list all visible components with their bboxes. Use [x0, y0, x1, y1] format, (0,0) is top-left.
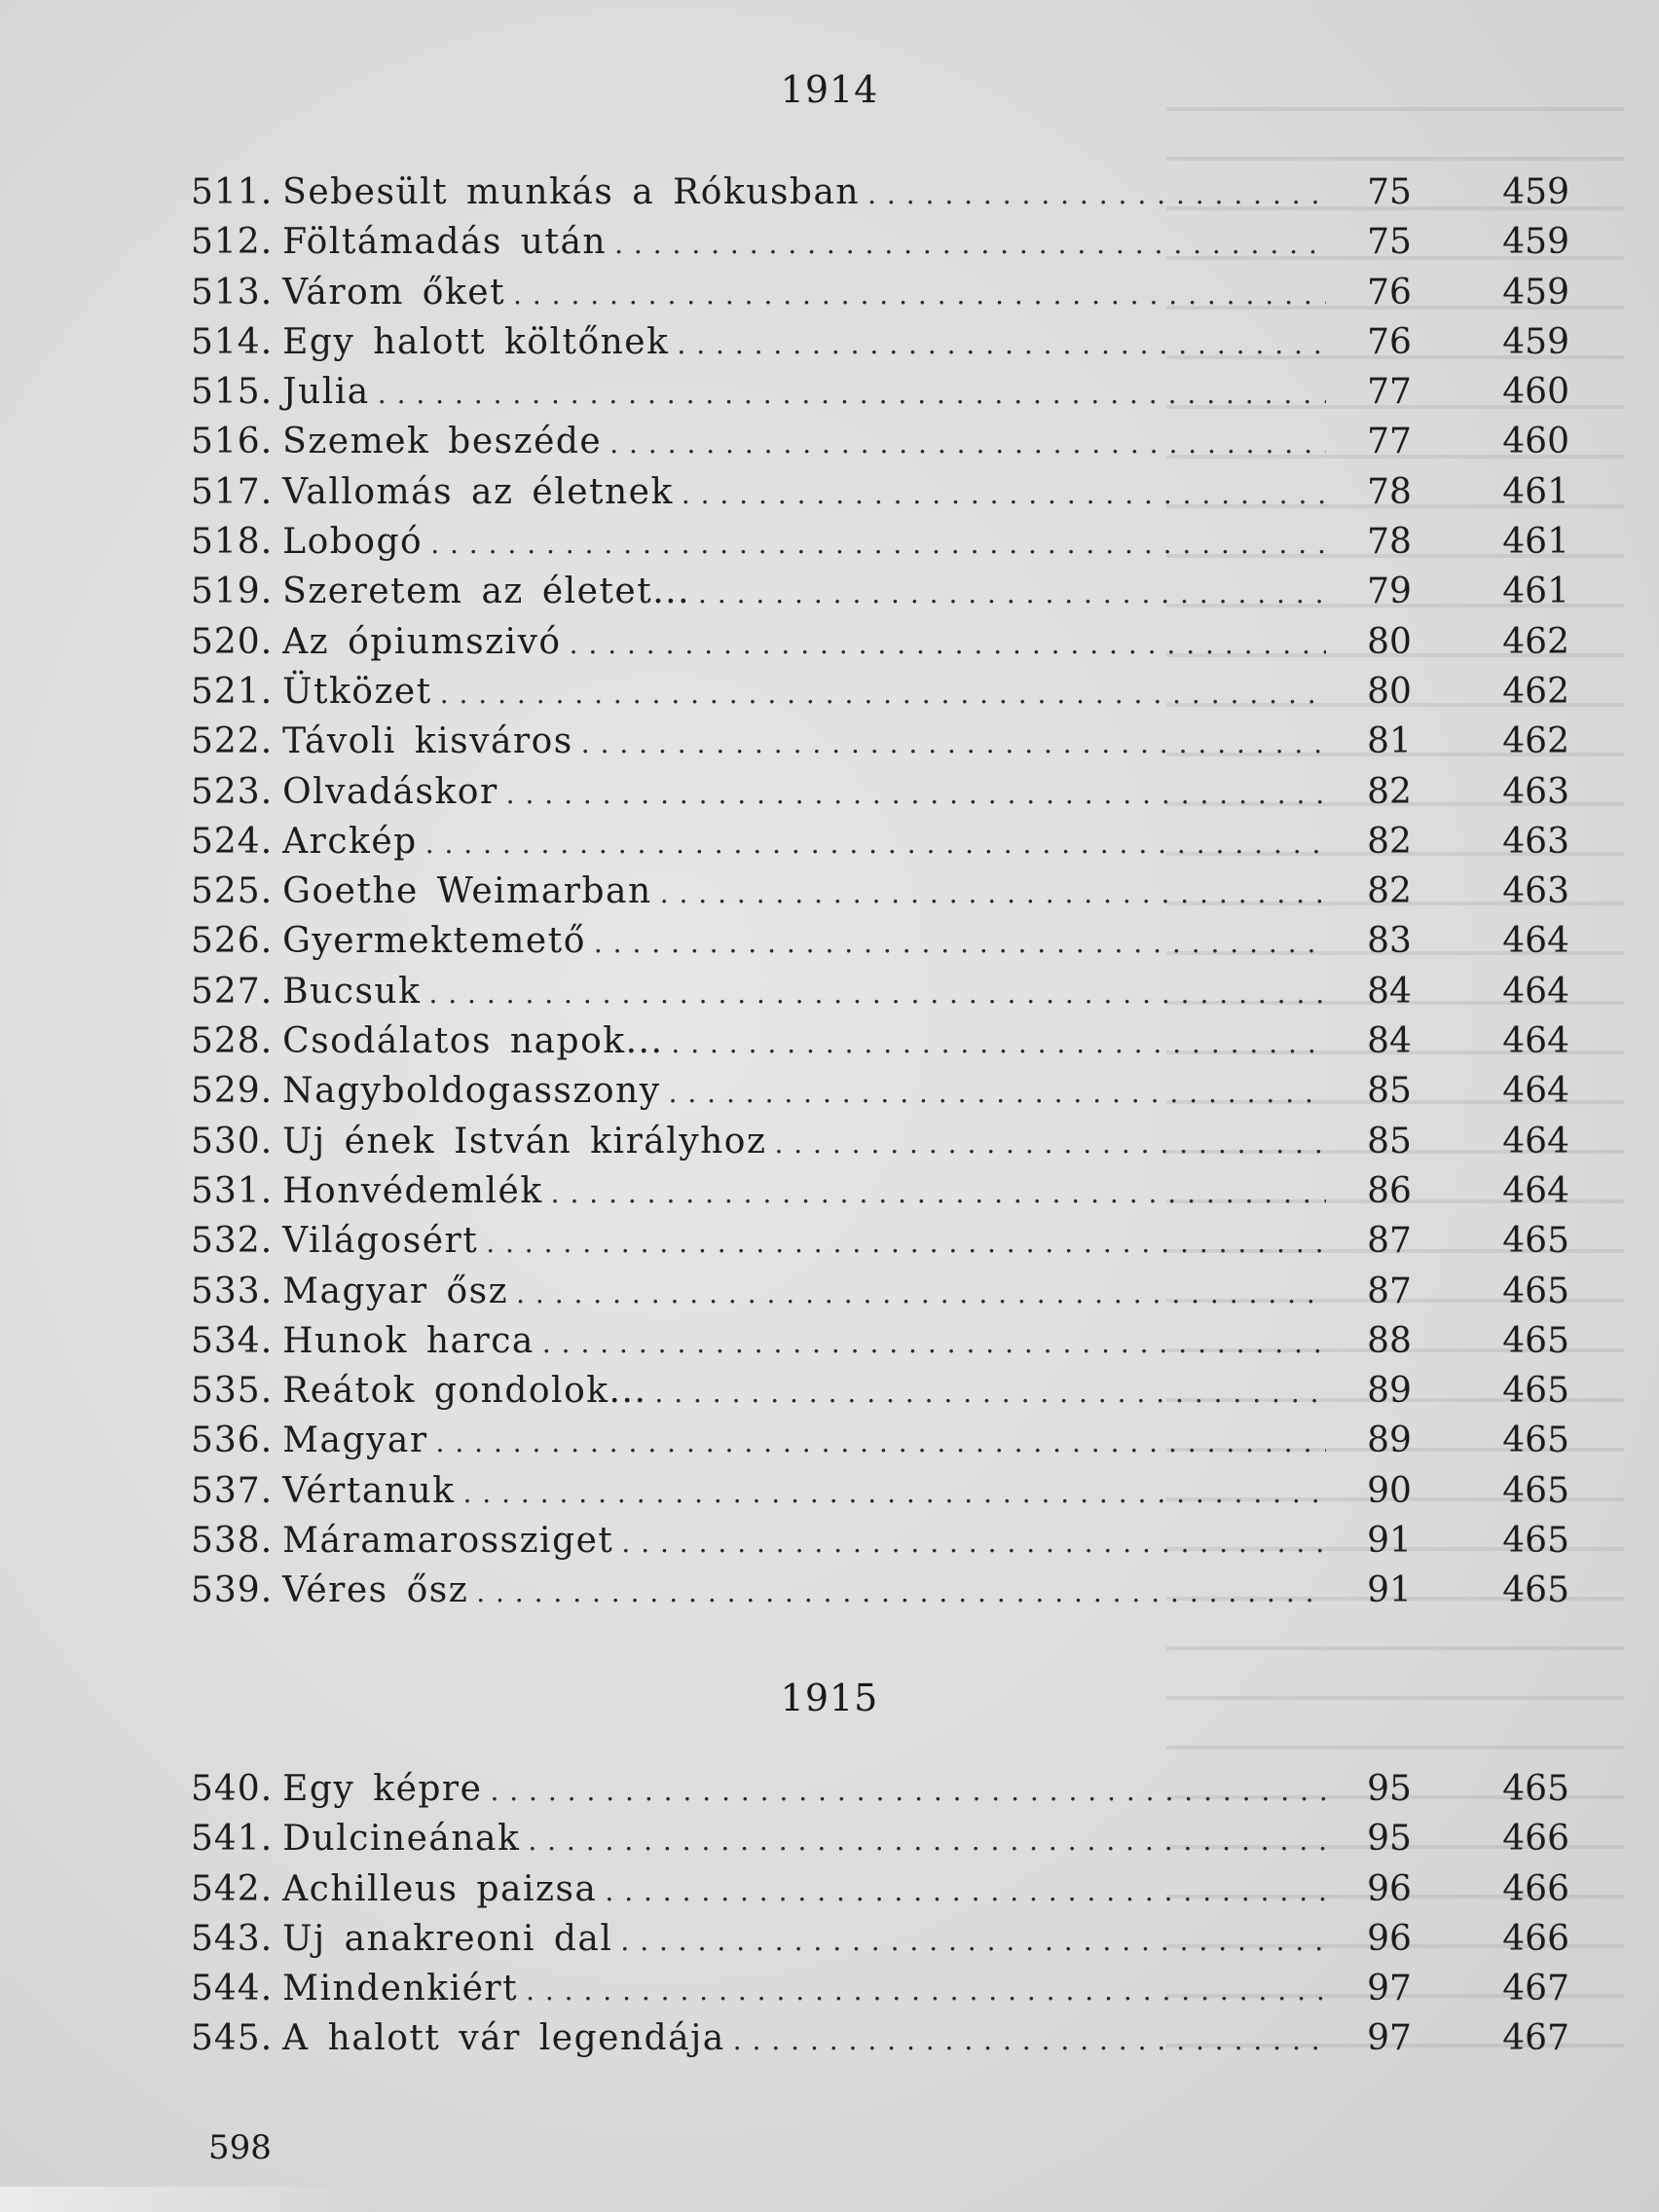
entry-note-page: 465	[1502, 1221, 1569, 1262]
dot-leader	[425, 819, 1326, 868]
entry-page: 95	[1367, 1769, 1412, 1809]
entry-note-page: 465	[1502, 1271, 1569, 1311]
entry-note-page: 461	[1502, 471, 1569, 512]
toc-entry	[191, 1964, 1569, 2013]
entry-title: Lobogó	[282, 522, 424, 563]
entry-note-page: 459	[1502, 321, 1569, 362]
entry-note-page: 464	[1502, 1071, 1569, 1112]
entry-number: 539.	[191, 1570, 274, 1611]
entry-number: 516.	[191, 422, 274, 462]
entry-page: 84	[1367, 971, 1412, 1012]
entry-page: 75	[1367, 222, 1412, 263]
entry-page: 85	[1367, 1121, 1412, 1161]
entry-number: 534.	[191, 1320, 274, 1361]
entry-page: 82	[1367, 821, 1412, 862]
entry-page: 91	[1367, 1570, 1412, 1611]
dot-leader	[430, 519, 1326, 569]
entry-page: 82	[1367, 771, 1412, 812]
entry-page: 89	[1367, 1371, 1412, 1412]
dot-leader	[682, 469, 1326, 519]
entry-note-page: 462	[1502, 721, 1569, 762]
entry-title: Vértanuk	[282, 1470, 456, 1511]
entry-page: 84	[1367, 1021, 1412, 1062]
entry-note-page: 464	[1502, 921, 1569, 962]
dot-leader	[620, 1916, 1326, 1966]
entry-number: 526.	[191, 921, 274, 962]
entry-title: Csodálatos napok...	[282, 1021, 664, 1062]
entry-number: 532.	[191, 1221, 274, 1262]
entry-note-page: 466	[1502, 1819, 1569, 1860]
entry-title: Világosért	[282, 1221, 479, 1262]
entry-title: Várom őket	[282, 272, 506, 313]
entry-title: Nagyboldogasszony	[282, 1071, 661, 1112]
toc-entry	[191, 1516, 1569, 1566]
toc-entry	[191, 167, 1569, 217]
entry-number: 542.	[191, 1868, 274, 1909]
entry-title: Máramarossziget	[282, 1521, 614, 1562]
toc-entry	[191, 367, 1569, 417]
entry-number: 520.	[191, 621, 274, 662]
entry-page: 78	[1367, 522, 1412, 563]
entry-note-page: 465	[1502, 1470, 1569, 1511]
entry-note-page: 459	[1502, 272, 1569, 313]
entry-note-page: 460	[1502, 422, 1569, 462]
toc-entry	[191, 1416, 1569, 1465]
dot-leader	[428, 969, 1326, 1018]
toc-entry	[191, 1864, 1569, 1914]
entry-title: Az ópiumszivó	[282, 621, 562, 662]
entry-page: 83	[1367, 921, 1412, 962]
entry-number: 511.	[191, 172, 274, 212]
entry-note-page: 459	[1502, 222, 1569, 263]
entry-title: Bucsuk	[282, 971, 422, 1012]
entry-number: 540.	[191, 1769, 274, 1809]
dot-leader	[436, 1418, 1326, 1467]
toc-entry	[191, 1166, 1569, 1216]
dot-leader	[506, 769, 1326, 819]
toc-entry	[191, 967, 1569, 1016]
dot-leader	[542, 1318, 1326, 1368]
entry-note-page: 465	[1502, 1420, 1569, 1461]
entry-page: 76	[1367, 321, 1412, 362]
toc-entry	[191, 317, 1569, 367]
dot-leader	[581, 719, 1326, 768]
entry-number: 527.	[191, 971, 274, 1012]
entry-title: Ütközet	[282, 671, 432, 712]
entry-page: 95	[1367, 1819, 1412, 1860]
entry-note-page: 463	[1502, 771, 1569, 812]
entry-number: 543.	[191, 1918, 274, 1959]
toc-entry	[191, 1066, 1569, 1116]
entry-page: 96	[1367, 1918, 1412, 1959]
entry-number: 541.	[191, 1819, 274, 1860]
entry-number: 513.	[191, 272, 274, 313]
dot-leader	[733, 2015, 1326, 2065]
entry-note-page: 465	[1502, 1521, 1569, 1562]
entry-title: Sebesült munkás a Rókusban	[282, 172, 861, 212]
entry-note-page: 461	[1502, 571, 1569, 612]
entry-title: Távoli kisváros	[282, 721, 573, 762]
dot-leader	[476, 1567, 1326, 1617]
entry-number: 525.	[191, 871, 274, 912]
entry-note-page: 464	[1502, 971, 1569, 1012]
toc-entry	[191, 667, 1569, 717]
section-heading-1914: 1914	[780, 68, 879, 111]
entry-note-page: 467	[1502, 1969, 1569, 2009]
entry-note-page: 463	[1502, 871, 1569, 912]
entry-page: 75	[1367, 172, 1412, 212]
entry-number: 524.	[191, 821, 274, 862]
entry-title: Gyermektemető	[282, 921, 586, 962]
toc-entry	[191, 1566, 1569, 1615]
toc-entry	[191, 1914, 1569, 1964]
entry-page: 80	[1367, 671, 1412, 712]
scan-watermark-strip	[0, 2187, 370, 2212]
toc-entry	[191, 817, 1569, 866]
entry-note-page: 465	[1502, 1570, 1569, 1611]
entry-number: 533.	[191, 1271, 274, 1311]
entry-page: 85	[1367, 1071, 1412, 1112]
entry-title: Föltámadás után	[282, 222, 608, 263]
toc-entry	[191, 1466, 1569, 1516]
entry-number: 515.	[191, 372, 274, 413]
entry-note-page: 466	[1502, 1868, 1569, 1909]
toc-entry	[191, 1117, 1569, 1166]
dot-leader	[669, 1068, 1326, 1118]
entry-number: 517.	[191, 471, 274, 512]
entry-note-page: 460	[1502, 372, 1569, 413]
entry-title: Olvadáskor	[282, 771, 498, 812]
entry-note-page: 464	[1502, 1170, 1569, 1211]
dot-leader	[440, 669, 1326, 719]
dot-leader	[551, 1168, 1326, 1218]
entry-title: Magyar ősz	[282, 1271, 509, 1311]
entry-number: 514.	[191, 321, 274, 362]
entry-number: 521.	[191, 671, 274, 712]
toc-entry	[191, 916, 1569, 966]
toc-entry	[191, 1366, 1569, 1416]
dot-leader	[621, 1518, 1326, 1567]
dot-leader	[654, 1368, 1326, 1418]
entry-note-page: 464	[1502, 1021, 1569, 1062]
dot-leader	[516, 1269, 1326, 1318]
entry-number: 529.	[191, 1071, 274, 1112]
entry-page: 89	[1367, 1420, 1412, 1461]
entry-page: 80	[1367, 621, 1412, 662]
entry-number: 538.	[191, 1521, 274, 1562]
toc-entry	[191, 268, 1569, 317]
dot-leader	[609, 419, 1326, 468]
entry-number: 536.	[191, 1420, 274, 1461]
dot-leader	[698, 569, 1326, 618]
dot-leader	[378, 369, 1326, 419]
toc-entry	[191, 1764, 1569, 1814]
toc-entry	[191, 2013, 1569, 2063]
entry-page: 77	[1367, 422, 1412, 462]
entry-note-page: 463	[1502, 821, 1569, 862]
entry-title: Uj anakreoni dal	[282, 1918, 613, 1959]
toc-entry	[191, 1814, 1569, 1863]
entry-number: 522.	[191, 721, 274, 762]
toc-list-1915	[191, 1764, 1569, 2064]
entry-title: Egy képre	[282, 1769, 483, 1809]
toc-entry	[191, 517, 1569, 567]
entry-number: 519.	[191, 571, 274, 612]
section-heading-1915: 1915	[780, 1677, 879, 1719]
dot-leader	[774, 1119, 1326, 1168]
dot-leader	[671, 1018, 1326, 1068]
toc-entry	[191, 1016, 1569, 1066]
dot-leader	[605, 1866, 1326, 1916]
toc-entry	[191, 1216, 1569, 1266]
entry-title: Achilleus paizsa	[282, 1868, 598, 1909]
entry-title: Dulcineának	[282, 1819, 521, 1860]
entry-number: 523.	[191, 771, 274, 812]
dot-leader	[677, 319, 1326, 369]
entry-note-page: 465	[1502, 1320, 1569, 1361]
entry-page: 78	[1367, 471, 1412, 512]
entry-page: 91	[1367, 1521, 1412, 1562]
page-number: 598	[208, 2128, 272, 2167]
dot-leader	[614, 219, 1326, 269]
toc-entry	[191, 217, 1569, 267]
dot-leader	[660, 868, 1326, 918]
entry-title: Egy halott költőnek	[282, 321, 670, 362]
entry-title: Honvédemlék	[282, 1170, 543, 1211]
dot-leader	[594, 918, 1326, 968]
entry-page: 82	[1367, 871, 1412, 912]
entry-number: 544.	[191, 1969, 274, 2009]
dot-leader	[513, 270, 1326, 319]
entry-page: 86	[1367, 1170, 1412, 1211]
entry-number: 530.	[191, 1121, 274, 1161]
entry-note-page: 465	[1502, 1769, 1569, 1809]
entry-page: 87	[1367, 1271, 1412, 1311]
entry-note-page: 461	[1502, 522, 1569, 563]
toc-entry	[191, 417, 1569, 466]
entry-note-page: 464	[1502, 1121, 1569, 1161]
entry-page: 79	[1367, 571, 1412, 612]
entry-title: A halott vár legendája	[282, 2018, 725, 2059]
dot-leader	[486, 1218, 1326, 1268]
entry-page: 77	[1367, 372, 1412, 413]
toc-entry	[191, 866, 1569, 916]
entry-title: Szemek beszéde	[282, 422, 603, 462]
entry-note-page: 459	[1502, 172, 1569, 212]
entry-number: 535.	[191, 1371, 274, 1412]
entry-note-page: 467	[1502, 2018, 1569, 2059]
entry-page: 96	[1367, 1868, 1412, 1909]
entry-title: Uj ének István királyhoz	[282, 1121, 767, 1161]
entry-page: 90	[1367, 1470, 1412, 1511]
entry-page: 87	[1367, 1221, 1412, 1262]
dot-leader	[462, 1468, 1326, 1518]
entry-title: Hunok harca	[282, 1320, 535, 1361]
toc-entry	[191, 567, 1569, 616]
dot-leader	[867, 169, 1326, 219]
entry-number: 512.	[191, 222, 274, 263]
toc-entry	[191, 717, 1569, 766]
entry-number: 537.	[191, 1470, 274, 1511]
entry-note-page: 462	[1502, 621, 1569, 662]
entry-page: 76	[1367, 272, 1412, 313]
toc-list-1914	[191, 167, 1569, 1616]
entry-page: 97	[1367, 1969, 1412, 2009]
toc-entry	[191, 767, 1569, 817]
entry-title: Vallomás az életnek	[282, 471, 674, 512]
dot-leader	[570, 619, 1326, 669]
entry-title: Mindenkiért	[282, 1969, 519, 2009]
dot-leader	[490, 1766, 1326, 1816]
entry-title: Reátok gondolok...	[282, 1371, 647, 1412]
entry-number: 531.	[191, 1170, 274, 1211]
entry-page: 88	[1367, 1320, 1412, 1361]
entry-page: 81	[1367, 721, 1412, 762]
entry-title: Véres ősz	[282, 1570, 469, 1611]
entry-number: 518.	[191, 522, 274, 563]
entry-title: Magyar	[282, 1420, 428, 1461]
toc-entry	[191, 617, 1569, 667]
entry-number: 528.	[191, 1021, 274, 1062]
dot-leader	[528, 1816, 1326, 1865]
entry-note-page: 465	[1502, 1371, 1569, 1412]
entry-title: Goethe Weimarban	[282, 871, 652, 912]
entry-title: Arckép	[282, 821, 418, 862]
entry-title: Julia	[282, 372, 370, 413]
toc-entry	[191, 467, 1569, 517]
dot-leader	[526, 1966, 1326, 2015]
entry-note-page: 462	[1502, 671, 1569, 712]
toc-entry	[191, 1316, 1569, 1366]
entry-page: 97	[1367, 2018, 1412, 2059]
entry-number: 545.	[191, 2018, 274, 2059]
entry-note-page: 466	[1502, 1918, 1569, 1959]
entry-title: Szeretem az életet...	[282, 571, 691, 612]
toc-entry	[191, 1267, 1569, 1316]
